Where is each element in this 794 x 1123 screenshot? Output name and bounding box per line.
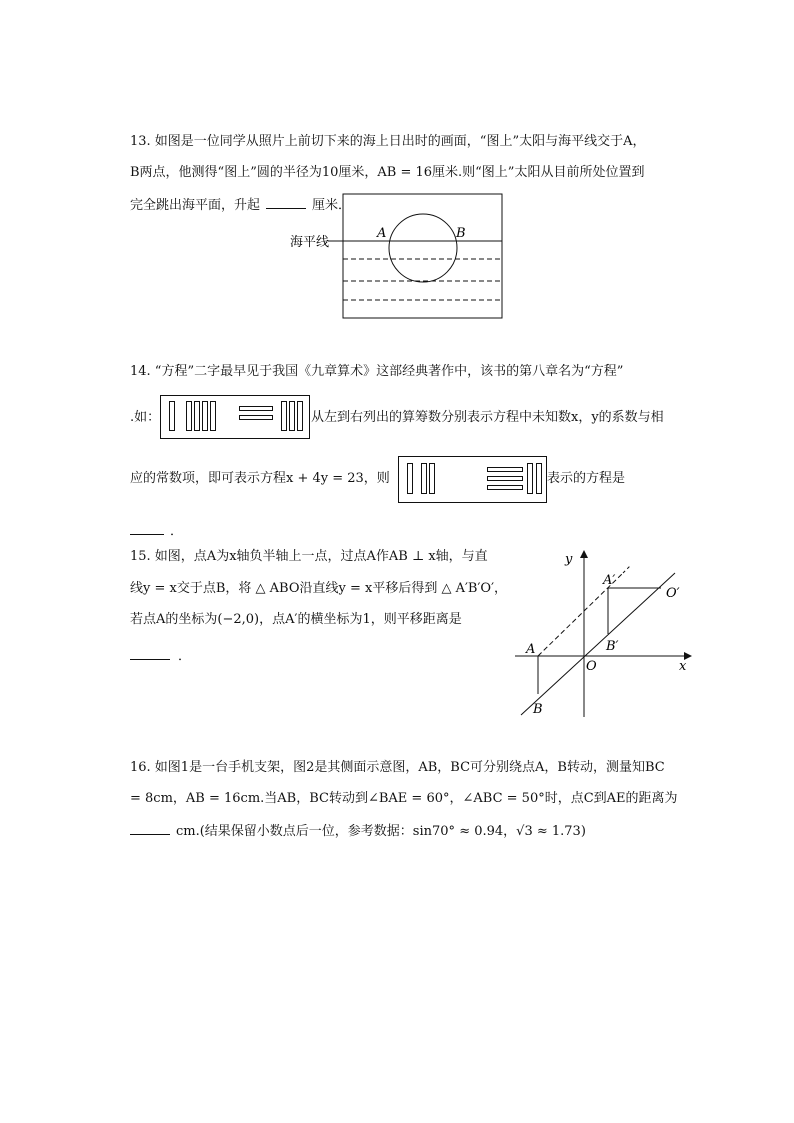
point-a-label: A [526, 642, 536, 657]
q15-line-4 [130, 645, 191, 667]
q14-line-2-text: 从左到右列出的算筹数分别表示方程中未知数x，y的系数与相 [311, 410, 664, 425]
q13-line-2: B两点，他测得“图上”圆的半径为10厘米，AB = 16厘米.则“图上”太阳从目前所处位置到 [130, 165, 645, 180]
q14-line-2-lead: .如： [130, 410, 161, 425]
q14-line-3-text: 应的常数项，即可表示方程x + 4y = 23，则 [130, 471, 390, 486]
q13-line-3-tail: 厘米． [312, 198, 352, 213]
q15-line-1: 15. 如图，点A为x轴负半轴上一点，过点A作AB ⊥ x轴，与直 [130, 549, 488, 564]
q15-figure [515, 545, 695, 720]
y-axis-label: y [565, 552, 573, 567]
q14-line-1: 14. “方程”二字最早见于我国《九章算术》这部经典著作中，该书的第八章名为“方程” [130, 364, 624, 379]
point-b-label: B [456, 226, 466, 241]
q14-line-3-tail: 表示的方程是 [547, 471, 626, 486]
q13-figure [280, 193, 510, 321]
q13-line-3-text: 完全跳出海平面，升起 [130, 198, 261, 213]
point-o-prime-label: O′ [666, 586, 680, 601]
q16-answer-blank[interactable] [130, 820, 170, 835]
q16-line-3 [130, 820, 586, 842]
q13-line-1: 13. 如图是一位同学从照片上前切下来的海上日出时的画面，“图上”太阳与海平线交于A， [130, 134, 646, 149]
point-a-label: A [377, 226, 387, 241]
q15-line-3: 若点A的坐标为(−2,0)，点A′的横坐标为1，则平移距离是 [130, 612, 462, 627]
q14-answer-blank[interactable] [130, 520, 164, 535]
point-a-prime-label: A′ [603, 573, 616, 588]
q16-line-3-text: cm.(结果保留小数点后一位，参考数据：sin70° ≈ 0.94，√3 ≈ 1.73) [176, 824, 586, 839]
sea-level-label: 海平线 [290, 235, 330, 250]
q14-line-4 [130, 520, 183, 542]
point-b-label: B [533, 702, 543, 717]
q14-period: ． [170, 524, 184, 539]
x-axis-label: x [679, 659, 687, 674]
q16-line-1: 16. 如图1是一台手机支架，图2是其侧面示意图，AB，BC可分别绕点A，B转动，测量知BC [130, 760, 665, 775]
counting-rods-example [160, 395, 310, 439]
q16-line-2: = 8cm，AB = 16cm.当AB，BC转动到∠BAE = 60°，∠ABC = 50°时，点C到AE的距离为 [130, 791, 678, 806]
point-b-prime-label: B′ [606, 639, 619, 654]
origin-label: O [586, 659, 597, 674]
q15-line-2: 线y = x交于点B，将 △ ABO沿直线y = x平移后得到 △ A′B′O′， [130, 581, 508, 596]
q15-answer-blank[interactable] [130, 645, 170, 660]
counting-rods-question [398, 456, 547, 503]
q15-period: ． [178, 649, 192, 664]
